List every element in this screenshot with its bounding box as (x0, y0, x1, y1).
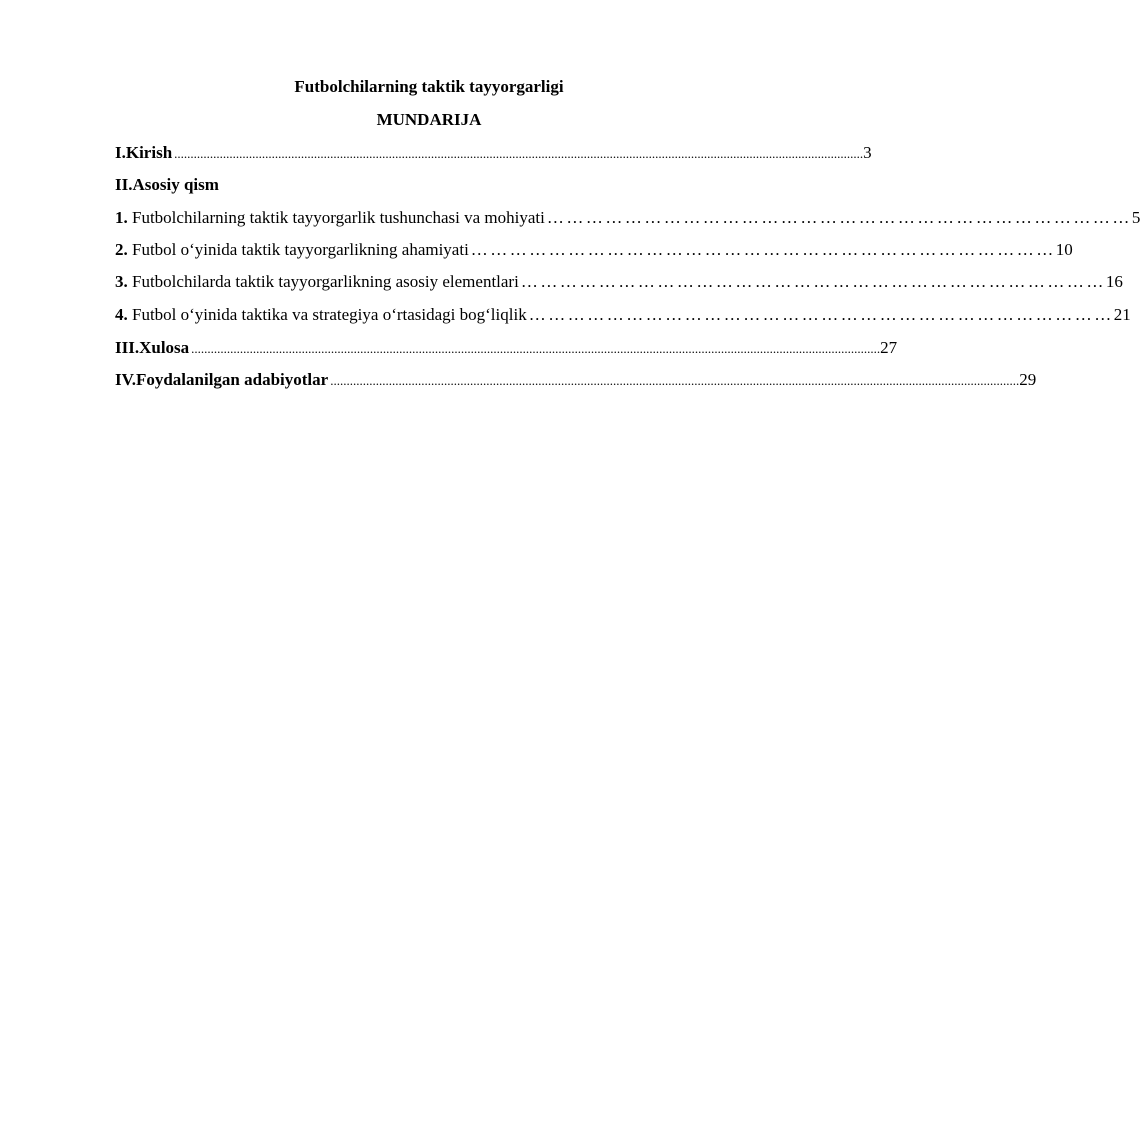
toc-entry-4[interactable] (115, 303, 1131, 327)
document-title: Futbolchilarning taktik tayyorgarligi (294, 77, 564, 96)
toc-entry-label-wrap (115, 238, 469, 262)
toc-entry-number: 3. (115, 272, 128, 291)
toc-entry-label: III.Xulosa (115, 338, 190, 357)
toc-heading: MUNDARIJA (376, 110, 482, 129)
toc-leader: ……………………………………………………………………………… (528, 305, 1114, 324)
toc-entry-page: 3 (863, 143, 872, 162)
toc-entry-label-wrap (115, 303, 527, 327)
toc-entry-asosiy-qism[interactable] (115, 173, 743, 197)
toc-leader: .................................................................................................................................................................................................................... (330, 373, 1020, 388)
toc-entry-page: 5 (1131, 208, 1140, 227)
toc-entry-label-wrap (115, 270, 519, 294)
toc-entry-page: 21 (1113, 305, 1131, 324)
toc-entry-xulosa[interactable] (115, 336, 898, 360)
toc-entry-2[interactable] (115, 238, 1073, 262)
toc-entry-label: I.Kirish (115, 143, 173, 162)
toc-leader: ……………………………………………………………………………… (470, 240, 1056, 259)
toc-entry-label-wrap (115, 206, 545, 230)
toc-entry-page: 10 (1055, 240, 1073, 259)
toc-entry-label: Futbol o‘yinida taktika va strategiya o‘rtasidagi bog‘liqlik (132, 305, 527, 324)
toc-entry-label: Futbolchilarning taktik tayyorgarlik tushunchasi va mohiyati (132, 208, 545, 227)
toc-entry-adabiyotlar[interactable] (115, 368, 1037, 392)
toc-leader: .................................................................................................................................................................................................................... (191, 341, 881, 356)
toc-leader: ……………………………………………………………………………… (520, 272, 1106, 291)
toc-entry-1[interactable] (115, 206, 1140, 230)
toc-entry-number: 4. (115, 305, 128, 324)
toc-entry-number: 1. (115, 208, 128, 227)
toc-entry-label: Futbolchilarda taktik tayyorgarlikning asosiy elementlari (132, 272, 519, 291)
toc-entry-label: II.Asosiy qism (115, 175, 219, 194)
toc-entry-page: 29 (1019, 370, 1037, 389)
toc-entry-label: Futbol o‘yinida taktik tayyorgarlikning ahamiyati (132, 240, 469, 259)
toc-entry-3[interactable] (115, 270, 1123, 294)
toc-entry-page: 27 (880, 338, 898, 357)
toc-entry-number: 2. (115, 240, 128, 259)
toc-entry-page: 16 (1105, 272, 1123, 291)
toc-leader: ……………………………………………………………………………… (546, 208, 1132, 227)
toc-entry-label: IV.Foydalanilgan adabiyotlar (115, 370, 329, 389)
toc-leader: .................................................................................................................................................................................................................... (174, 146, 864, 161)
toc-entry-kirish[interactable] (115, 141, 872, 165)
